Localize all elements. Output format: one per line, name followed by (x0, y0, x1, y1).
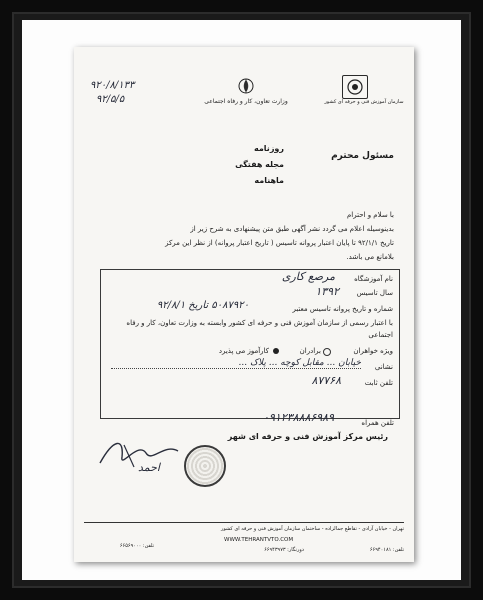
year-label: سال تاسیس (356, 289, 393, 297)
addressee-line2: مجله هفتگی (235, 160, 284, 169)
phone-value: ۸۷۷۶۸ (311, 374, 341, 387)
ministry-name: وزارت تعاون، کار و رفاه اجتماعی (204, 98, 288, 105)
sisters-radio (323, 348, 331, 356)
year-value: ۱۳۹۲ (315, 285, 339, 298)
phone-label: تلفن ثابت (364, 379, 393, 387)
description-line-1: با اعتبار رسمی از سازمان آموزش فنی و حرفه ای کشور وابسته به وزارت تعاون، کار و رفاه (126, 319, 393, 327)
trainee-label: کارآموز می پذیرد (218, 347, 269, 355)
name-value: مرصع کاری (281, 270, 335, 283)
brothers-label: برادران (299, 347, 321, 355)
addressee-line1: روزنامه (254, 144, 284, 153)
name-label: نام آموزشگاه (354, 275, 393, 283)
round-stamp-icon (184, 445, 226, 487)
ad-text-box (100, 269, 400, 419)
greeting: با سلام و احترام (346, 211, 394, 219)
tvto-logo-icon (342, 75, 368, 99)
sisters-label: ویژه خواهران (353, 347, 393, 355)
brothers-radio-checked (273, 348, 279, 354)
signature-title: رئیس مرکز آموزش فنی و حرفه ای شهر (227, 432, 388, 441)
iran-emblem-icon (237, 77, 255, 95)
footer-address: تهران - خیابان آزادی - تقاطع جمالزاده - ساختمان سازمان آموزش فنی و حرفه ای کشور (220, 526, 404, 532)
footer-fax: دورنگار: ۶۶۹۴۳۹۷۳ (264, 547, 304, 553)
addressee-line3: ماهنامه (254, 176, 284, 185)
mobile-value: ۰۹۱۲۳۸۸۸۶۹۸۹ (263, 411, 334, 424)
letter-number: ۹۲۰/۸/۱۳۳ (90, 80, 135, 91)
signer-name: احمد (138, 461, 160, 474)
body-para-1: بدینوسیله اعلام می گردد نشر آگهی طبق متن پیشنهادی به شرح زیر از (190, 225, 394, 233)
letter-date: ۹۲/۵/۵ (96, 94, 125, 105)
org-name: سازمان آموزش فنی و حرفه ای کشور (324, 99, 404, 105)
addressee-title: مسئول محترم (331, 151, 394, 161)
mobile-label: تلفن همراه (361, 419, 394, 427)
body-para-2: تاریخ ۹۲/۱/۱ تا پایان اعتبار پروانه تاسیس ( تاریخ اعتبار پروانه) از نظر این مرکز (165, 239, 394, 247)
footer-divider (84, 522, 404, 523)
footer-phone-left: تلفن: ۶۶۵۶۹۰۰۰ (119, 543, 154, 549)
description-line-2: اجتماعی (368, 331, 393, 339)
address-value: خیابان ... مقابل کوچه ... پلاک ... (111, 358, 361, 369)
license-value: ۵۰۸۷۹۲۰ تاریخ ۹۲/۸/۱ (156, 300, 249, 311)
footer-website: WWW.TEHRANTVTO.COM (224, 537, 294, 543)
body-para-3: بلامانع می باشد. (346, 253, 394, 261)
address-label: نشانی (374, 363, 393, 371)
letter-document (74, 47, 414, 562)
footer-phone-right: تلفن: ۶۶۹۴۰۱۸۱ (369, 547, 404, 553)
license-label: شماره و تاریخ پروانه تاسیس معتبر (292, 305, 393, 313)
